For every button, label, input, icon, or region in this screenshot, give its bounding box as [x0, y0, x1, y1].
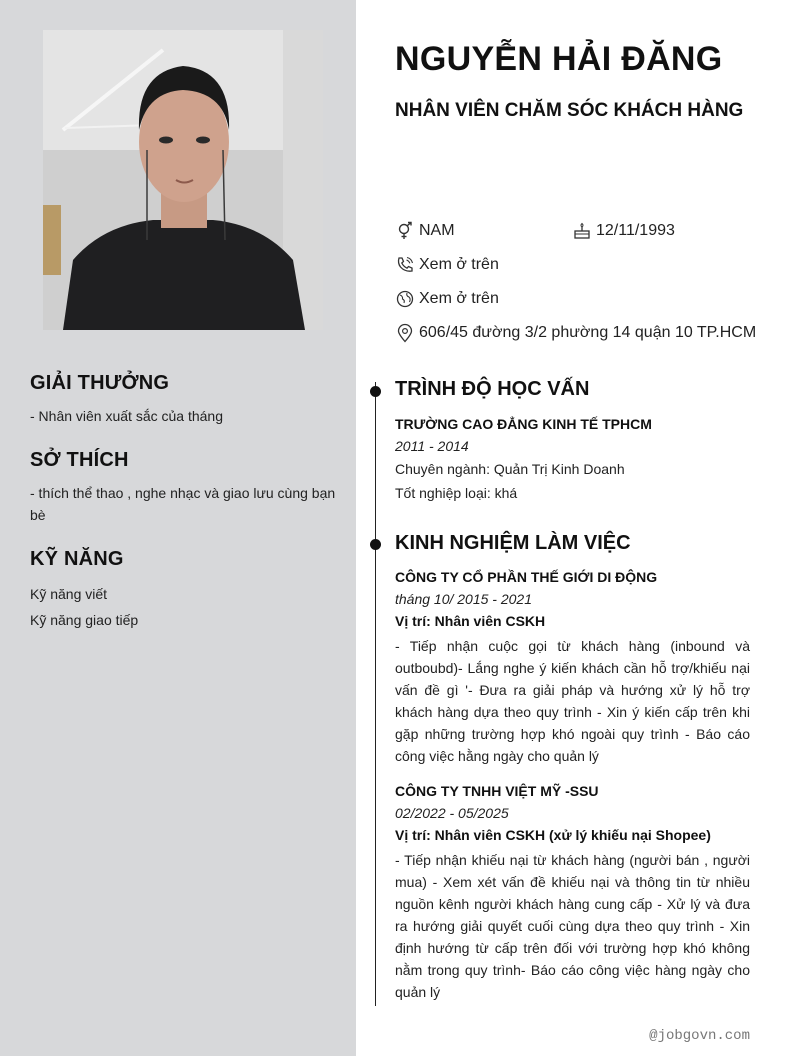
skill-item: Kỹ năng viết: [30, 586, 108, 602]
education-period: 2011 - 2014: [395, 438, 469, 454]
experience-title: KINH NGHIỆM LÀM VIỆC: [395, 532, 631, 554]
timeline-dot-experience: [370, 539, 381, 550]
awards-section: [30, 372, 340, 427]
skill-item: Kỹ năng giao tiếp: [30, 612, 139, 628]
globe-icon: [395, 289, 415, 309]
awards-title: GIẢI THƯỞNG: [30, 372, 170, 394]
website-value: Xem ở trên: [419, 290, 499, 307]
company-name: CÔNG TY CỔ PHẦN THẾ GIỚI DI ĐỘNG: [395, 569, 658, 585]
gender-value: NAM: [419, 222, 455, 239]
awards-text: - Nhân viên xuất sắc của tháng: [30, 408, 224, 424]
education-grade: Tốt nghiệp loại: khá: [395, 485, 518, 501]
job-entry-1: [395, 569, 750, 767]
address-row: [395, 323, 756, 343]
profile-photo-image: [43, 30, 323, 330]
education-title: TRÌNH ĐỘ HỌC VẤN: [395, 378, 590, 400]
candidate-name: NGUYỄN HẢI ĐĂNG: [395, 40, 723, 78]
map-pin-icon: [395, 323, 415, 343]
education-block: [395, 416, 750, 508]
company-name: CÔNG TY TNHH VIỆT MỸ -SSU: [395, 783, 599, 799]
job-title: NHÂN VIÊN CHĂM SÓC KHÁCH HÀNG: [395, 100, 744, 121]
job-role: Vị trí: Nhân viên CSKH (xử lý khiếu nại Shopee): [395, 827, 711, 843]
cake-icon: [572, 221, 592, 241]
job-period: tháng 10/ 2015 - 2021: [395, 591, 533, 607]
website-row: [395, 289, 499, 309]
birthday-value: 12/11/1993: [596, 222, 675, 239]
phone-row: [395, 255, 499, 275]
job-role: Vị trí: Nhân viên CSKH: [395, 613, 546, 629]
hobbies-title: SỞ THÍCH: [30, 449, 129, 471]
skills-section: [30, 548, 340, 633]
hobbies-section: [30, 449, 340, 526]
job-entry-2: [395, 783, 750, 1003]
education-major: Chuyên ngành: Quản Trị Kinh Doanh: [395, 461, 625, 477]
gender-row: [395, 221, 455, 241]
hobbies-text: - thích thể thao , nghe nhạc và giao lưu cùng bạn bè: [30, 485, 336, 523]
school-name: TRƯỜNG CAO ĐẲNG KINH TẾ TPHCM: [395, 416, 652, 432]
job-period: 02/2022 - 05/2025: [395, 805, 509, 821]
timeline-dot-education: [370, 386, 381, 397]
sidebar: [0, 0, 356, 1056]
phone-icon: [395, 255, 415, 275]
address-value: 606/45 đường 3/2 phường 14 quận 10 TP.HCM: [419, 324, 757, 341]
profile-photo: [43, 30, 323, 330]
job-description: - Tiếp nhận cuộc gọi từ khách hàng (inbound và outboubd)- Lắng nghe ý kiến khách cần hỗ trợ/khiếu nại vấn đề gì '- Đưa ra giải pháp và hướng xử lý hỗ trợ khách hàng dựa theo quy trình - Xin ý kiến cấp trên khi gặp những trường hợp khó ngoài quy trình - Báo cáo công việc hằng ngày cho quản lý: [395, 638, 750, 764]
birthday-row: [572, 221, 675, 241]
skills-list: [30, 581, 340, 633]
watermark: @jobgovn.com: [649, 1028, 750, 1044]
timeline-line: [375, 382, 376, 1006]
job-description: - Tiếp nhận khiếu nại từ khách hàng (người bán , người mua) - Xem xét vấn đề khiếu nại và thông tin từ nhiều nguồn kênh người khách hàng cung cấp - Xử lý và đưa ra hướng giải quyết cuối cùng dựa theo quy trình - Xin định hướng từ cấp trên đối với trường hợp khó không nằm trong quy trình- Báo cáo công việc hàng ngày cho quản lý: [395, 852, 750, 1000]
phone-value: Xem ở trên: [419, 256, 499, 273]
gender-icon: [395, 221, 415, 241]
skills-title: KỸ NĂNG: [30, 548, 124, 570]
